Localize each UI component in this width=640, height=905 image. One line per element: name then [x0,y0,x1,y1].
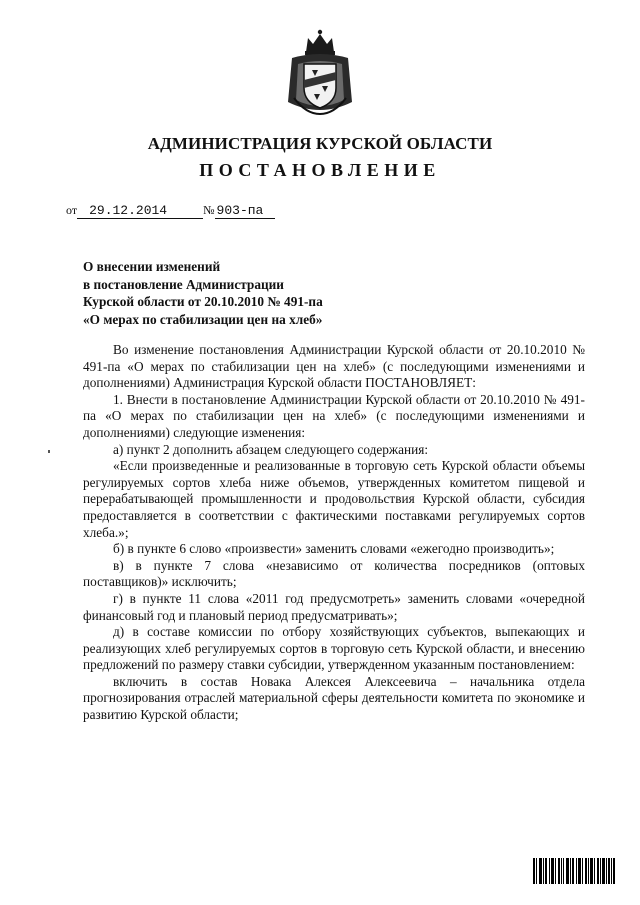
body-paragraph: б) в пункте 6 слово «произвести» заменить словами «ежегодно производить»; [113,541,555,557]
barcode-icon [533,858,615,884]
body-paragraph: «Если произведенные и реализованные в торговую сеть Курской области объемы регулируемых сортов хлеба ниже объемов, утвержденных комитетом пищевой и перерабатывающей промышленности и продовольствия Курской области, субсидия предоставляется в соответствии с фактическими поставками регулируемых сортов хлеба.»; [83,458,585,540]
number-label: № [203,203,215,217]
subject-line: Курской области от 20.10.2010 № 491-па [83,294,323,309]
document-date: 29.12.2014 [77,203,203,219]
body-paragraph: г) в пункте 11 слова «2011 год предусмотреть» заменить словами «очередной финансовый год и плановый период предусматривать»; [83,590,585,623]
subject-line: О внесении изменений [83,259,221,274]
date-from-label: от [66,203,78,217]
body-paragraph: включить в состав Новака Алексея Алексеевича – начальника отдела прогнозирования отраслей материальной сферы деятельности комитета по экономике и развитию Курской области; [83,673,585,723]
scan-speck [48,450,50,453]
body-paragraph: в) в пункте 7 слова «независимо от количества посредников (оптовых поставщиков)» исключить; [83,557,585,590]
body-paragraph: д) в составе комиссии по отбору хозяйствующих субъектов, выпекающих и реализующих хлеб регулируемых сортов в торговую сеть Курской области, и внесению предложений по размеру ставки субсидии, утвержденном указанным постановлением: [83,624,585,673]
kursk-coat-of-arms-icon [282,28,358,120]
document-body [83,342,585,724]
subject-line: в постановление Администрации [83,276,284,292]
document-number: 903-па [215,203,275,219]
document-subject [83,258,413,328]
organization-title: АДМИНИСТРАЦИЯ КУРСКОЙ ОБЛАСТИ [147,134,493,153]
body-paragraph: а) пункт 2 дополнить абзацем следующего содержания: [113,441,429,457]
subject-line: «О мерах по стабилизации цен на хлеб» [83,311,323,327]
document-type-title: ПОСТАНОВЛЕНИЕ [199,160,441,180]
body-paragraph: 1. Внести в постановление Администрации Курской области от 20.10.2010 № 491-па «О мерах по стабилизации цен на хлеб» (с последующими изменениями и дополнениями) следующие изменения: [83,391,585,440]
body-paragraph: Во изменение постановления Администрации Курской области от 20.10.2010 № 491-па «О мерах по стабилизации цен на хлеб» (с последующими изменениями и дополнениями) Администрация Курской области ПОСТАНОВЛЯЕТ: [83,342,585,391]
date-number-line [66,203,275,219]
